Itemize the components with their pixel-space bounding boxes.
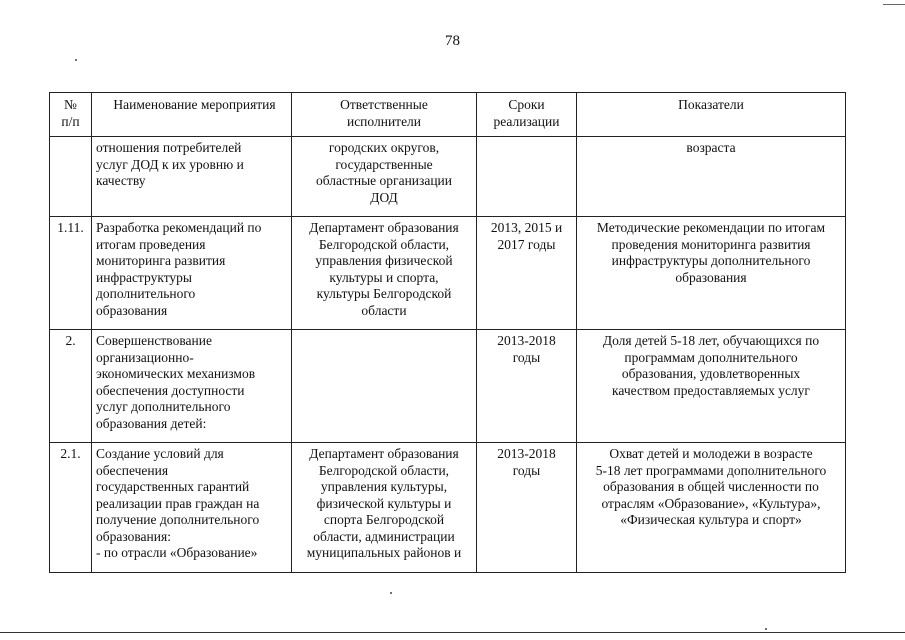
header-num: № п/п <box>50 93 92 137</box>
table-header-row <box>50 93 846 137</box>
row-num: 2. <box>50 330 92 443</box>
row-terms <box>477 137 577 217</box>
row-indicators: возраста <box>577 137 846 217</box>
row-responsible: Департамент образования Белгородской области, управления физической культуры и спорта, культуры Белгородской области <box>292 217 477 330</box>
row-name: Создание условий для обеспечения государственных гарантий реализации прав граждан на получение дополнительного образования: - по отрасли «Образование» <box>92 443 292 573</box>
row-indicators: Охват детей и молодежи в возрасте 5-18 лет программами дополнительного образования в общей численности по отраслям «Образование», «Культура», «Физическая культура и спорт» <box>577 443 846 573</box>
header-indicators: Показатели <box>577 93 846 137</box>
header-terms: Сроки реализации <box>477 93 577 137</box>
row-name: Совершенствование организационно- экономических механизмов обеспечения доступности услуг дополнительного образования детей: <box>92 330 292 443</box>
row-responsible: городских округов, государственные областные организации ДОД <box>292 137 477 217</box>
row-indicators: Доля детей 5-18 лет, обучающихся по программам дополнительного образования, удовлетворенных качеством предоставляемых услуг <box>577 330 846 443</box>
measures-table <box>49 92 846 573</box>
scan-speck <box>765 628 767 630</box>
row-num: 1.11. <box>50 217 92 330</box>
table-row <box>50 137 846 217</box>
row-responsible <box>292 330 477 443</box>
row-terms: 2013-2018 годы <box>477 443 577 573</box>
row-responsible: Департамент образования Белгородской области, управления культуры, физической культуры и спорта Белгородской области, администрации муниципальных районов и <box>292 443 477 573</box>
row-name: Разработка рекомендаций по итогам проведения мониторинга развития инфраструктуры дополнительного образования <box>92 217 292 330</box>
scan-speck <box>75 59 77 61</box>
row-name: отношения потребителей услуг ДОД к их уровню и качеству <box>92 137 292 217</box>
table-row <box>50 217 846 330</box>
row-indicators: Методические рекомендации по итогам проведения мониторинга развития инфраструктуры дополнительного образования <box>577 217 846 330</box>
scan-bottom-edge <box>0 632 905 633</box>
scan-speck <box>390 592 392 594</box>
page-number: 78 <box>445 33 460 49</box>
table-row <box>50 330 846 443</box>
header-name: Наименование мероприятия <box>92 93 292 137</box>
row-terms: 2013, 2015 и 2017 годы <box>477 217 577 330</box>
table-row <box>50 443 846 573</box>
row-num <box>50 137 92 217</box>
row-num: 2.1. <box>50 443 92 573</box>
scan-edge-mark <box>883 4 905 5</box>
header-responsible: Ответственные исполнители <box>292 93 477 137</box>
row-terms: 2013-2018 годы <box>477 330 577 443</box>
